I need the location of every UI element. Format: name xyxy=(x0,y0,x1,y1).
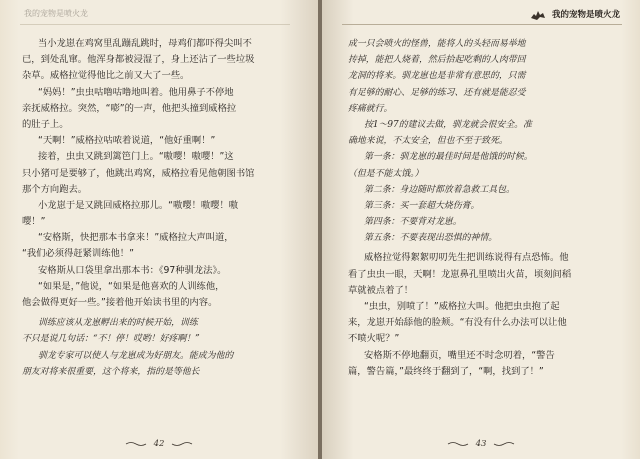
text-line: 当小龙崽在鸡窝里乱蹦乱跳时，母鸡们都吓得尖叫不 xyxy=(38,38,252,49)
text-line: 安格斯不停地翻页，嘴里还不时念叨着，“警告 xyxy=(364,349,555,361)
text-line: 接着，虫虫又跳到篱笆门上。“嗷嘤！嗷嘤！”这 xyxy=(38,151,234,163)
rule-line: 第二条：身边随时都放着急救工具包。 xyxy=(364,184,515,195)
left-page xyxy=(0,0,318,459)
right-header-rule xyxy=(342,24,622,25)
page-number: 42 xyxy=(153,439,165,449)
rule-line: 第一条：驯龙崽的最佳时间是他饿的时候。 xyxy=(364,152,533,163)
right-page-header xyxy=(527,8,620,21)
quote-line: 训练应该从龙崽孵出来的时候开始，训练 xyxy=(38,318,198,329)
left-page-header xyxy=(24,8,88,19)
text-line: 已，到处乱窜。他浑身都被浸湿了，身上还沾了一些垃圾 xyxy=(22,54,255,66)
text-line: “天啊！”威格拉咕哝着说道，“他好重啊！” xyxy=(38,135,216,147)
right-header-text: 我的宠物是喷火龙 xyxy=(551,10,620,20)
quote-line: 有足够的耐心、足够的练习、还有就是能忍受 xyxy=(348,87,526,98)
text-line: “虫虫，别喷了！”威格拉大叫。他把虫虫抱了起 xyxy=(364,301,560,312)
quote-line: 驯龙专家可以使人与龙崽成为好朋友。能成为他的 xyxy=(38,350,234,361)
text-line: 看了虫虫一眼，天啊！龙崽鼻孔里喷出火苗，顷刻间稻 xyxy=(348,268,572,280)
text-line: 杂草。威格拉觉得他比之前又大了一些。 xyxy=(22,70,190,82)
quote-line: 成一只会喷火的怪兽，能将人的头轻而易举地 xyxy=(348,39,526,49)
text-line: “我们必须得赶紧训练他！” xyxy=(22,248,134,260)
ornament-icon xyxy=(125,441,147,447)
quote-line: 朋友对将来很重要，这个将来，指的是等他长 xyxy=(22,366,200,377)
text-line: 安格斯从口袋里拿出那本书：《97种驯龙法》。 xyxy=(38,264,227,276)
left-header-rule xyxy=(20,24,290,25)
right-page xyxy=(322,0,640,459)
rule-line: 第五条：不要表现出恐惧的神情。 xyxy=(364,233,498,244)
quote-line: 按1～97的建议去做，驯龙就会很安全。准 xyxy=(364,119,532,130)
ornament-icon xyxy=(493,441,515,447)
quote-line: 不只是说几句话：“不！停！哎哟！好疼啊！” xyxy=(22,334,200,345)
text-line: 的肚子上。 xyxy=(22,118,69,130)
text-line: 只小猪可是要够了，他跳出鸡窝，威格拉看见他朝图书馆 xyxy=(22,167,255,179)
text-line: 不喷火呢？” xyxy=(348,333,400,345)
quote-line: 龙洞的将来。驯龙崽也是非常有意思的，只需 xyxy=(348,71,526,82)
left-page-body xyxy=(22,36,302,380)
text-line: 来，龙崽开始舔他的脸颊。“有没有什么办法可以让他 xyxy=(348,317,567,329)
text-line: “安格斯，快把那本书拿来！”威格拉大声叫道， xyxy=(38,232,234,244)
right-page-footer xyxy=(322,439,640,449)
text-line: 小龙崽于是又跳回威格拉那儿。“嗷嘤！嗷嘤！嗷 xyxy=(38,199,239,211)
text-line: “如果是，”他说，“如果是他喜欢的人训练他， xyxy=(38,280,225,292)
rule-line: 第四条：不要背对龙崽。 xyxy=(364,217,462,228)
quote-line: 疼痛就行。 xyxy=(348,103,393,114)
left-header-text: 我的宠物是喷火龙 xyxy=(24,9,88,18)
text-line: 亲抚威格拉。突然，“嘭”的一声，他把头撞到威格拉 xyxy=(22,102,237,114)
page-number: 43 xyxy=(475,439,487,449)
text-line: 那个方向跑去。 xyxy=(22,183,88,195)
text-line: 嘤！” xyxy=(22,216,46,228)
text-line: 威格拉觉得絮絮叨叨先生把训练说得有点恐怖。他 xyxy=(364,252,569,264)
left-page-footer xyxy=(0,439,318,449)
rule-line: （但是不能太饿。） xyxy=(348,168,424,179)
rule-line: 第三条：买一套超大烧伤膏。 xyxy=(364,200,480,211)
right-page-body xyxy=(348,36,626,380)
ornament-icon xyxy=(171,441,193,447)
quote-line: 抟掉，能把人烧着，然后拾起吃剩的人肉带回 xyxy=(348,55,526,66)
quote-line: 确地来说，不太安全，但也不至于致死。 xyxy=(348,136,508,147)
ornament-icon xyxy=(447,441,469,447)
text-line: 他会做得更好一些。”接着他开始读书里的内容。 xyxy=(22,297,218,308)
dragon-icon xyxy=(530,9,546,21)
text-line: 草就被点着了！ xyxy=(348,284,414,296)
text-line: “妈妈！”虫虫咕噜咕噜地叫着。他用鼻子不停地 xyxy=(38,86,234,98)
text-line: 篇，警告篇，”最终终于翻到了，“啊，找到了！” xyxy=(348,365,544,377)
